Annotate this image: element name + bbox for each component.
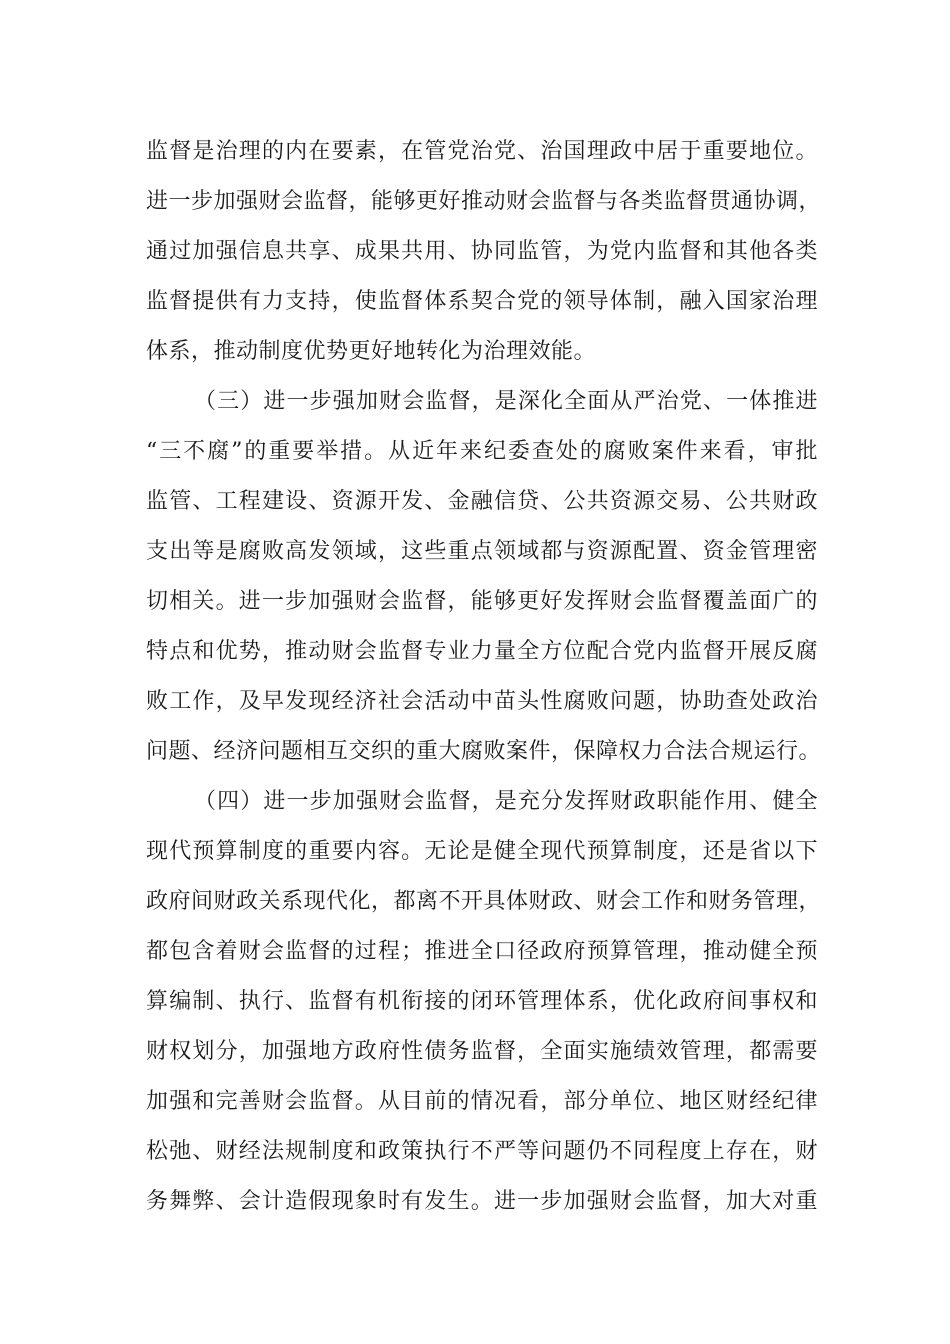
text-line: 败工作，及早发现经济社会活动中苗头性腐败问题，协助查处政治	[146, 689, 818, 714]
text-line: 进一步加强财会监督，能够更好推动财会监督与各类监督贯通协调，	[146, 189, 822, 214]
text-line: 政府间财政关系现代化，都离不开具体财政、财会工作和财务管理，	[146, 889, 822, 914]
text-line: 都包含着财会监督的过程；推进全口径政府预算管理，推动健全预	[146, 939, 818, 964]
text-line: 现代预算制度的重要内容。无论是健全现代预算制度，还是省以下	[146, 839, 818, 864]
text-line: 体系，推动制度优势更好地转化为治理效能。	[146, 339, 597, 364]
text-line: 财权划分，加强地方政府性债务监督，全面实施绩效管理，都需要	[146, 1039, 818, 1064]
text-line: “三不腐”的重要举措。从近年来纪委查处的腐败案件来看，审批	[146, 439, 818, 464]
text-line: 切相关。进一步加强财会监督，能够更好发挥财会监督覆盖面广的	[146, 589, 818, 614]
text-line: 支出等是腐败高发领域，这些重点领域都与资源配置、资金管理密	[146, 539, 818, 564]
text-line: 加强和完善财会监督。从目前的情况看，部分单位、地区财经纪律	[146, 1089, 818, 1114]
text-line: 监督提供有力支持，使监督体系契合党的领导体制，融入国家治理	[146, 289, 818, 314]
text-line: 通过加强信息共享、成果共用、协同监管，为党内监督和其他各类	[146, 239, 818, 264]
text-line: 监督是治理的内在要素，在管党治党、治国理政中居于重要地位。	[146, 139, 818, 164]
text-line: 问题、经济问题相互交织的重大腐败案件，保障权力合法合规运行。	[146, 739, 822, 764]
text-line: 监管、工程建设、资源开发、金融信贷、公共资源交易、公共财政	[146, 489, 818, 514]
paragraph-heading-four: （四）进一步加强财会监督，是充分发挥财政职能作用、健全	[194, 789, 818, 814]
text-line: 算编制、执行、监督有机衔接的闭环管理体系，优化政府间事权和	[146, 989, 818, 1014]
paragraph-heading-three: （三）进一步强加财会监督，是深化全面从严治党、一体推进	[194, 389, 818, 414]
text-line: 松弛、财经法规制度和政策执行不严等问题仍不同程度上存在，财	[146, 1139, 818, 1164]
text-line: 务舞弊、会计造假现象时有发生。进一步加强财会监督，加大对重	[146, 1189, 818, 1214]
text-line: 特点和优势，推动财会监督专业力量全方位配合党内监督开展反腐	[146, 639, 818, 664]
